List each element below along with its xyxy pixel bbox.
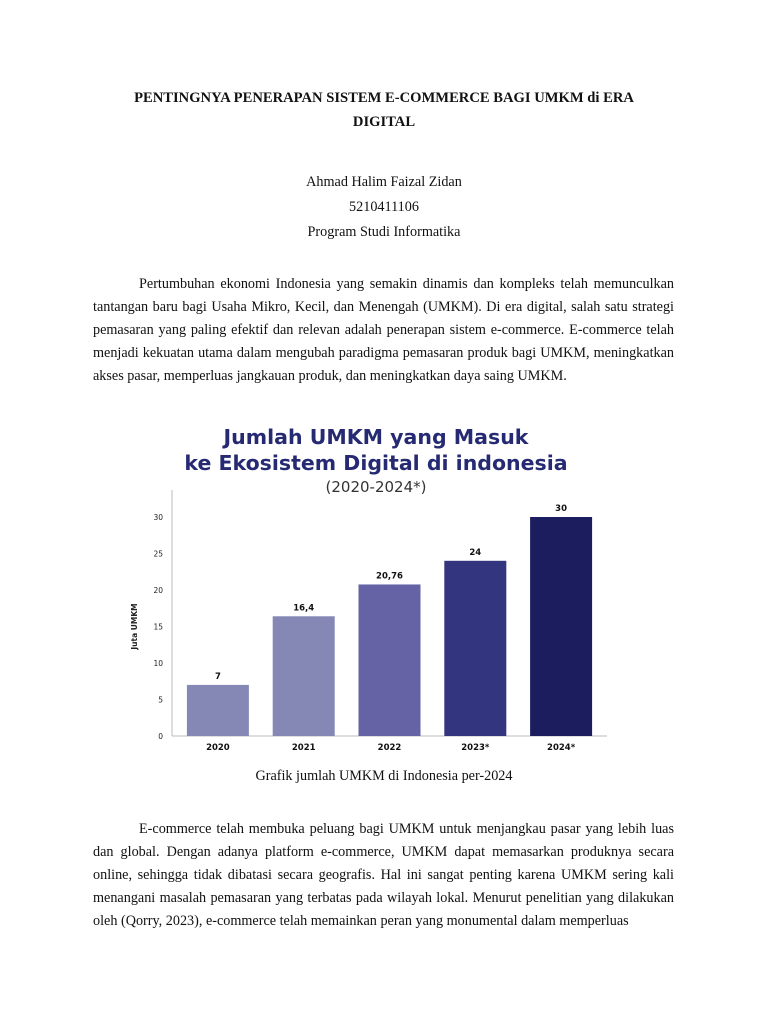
- bar-value-label: 30: [555, 504, 568, 514]
- bar-value-label: 7: [214, 671, 221, 682]
- study-program: Program Studi Informatika: [307, 224, 461, 240]
- y-tick-label: 10: [153, 659, 163, 668]
- y-tick-label: 15: [153, 622, 163, 632]
- y-axis-label: Juta UMKM: [130, 603, 139, 650]
- x-tick-label: 2024*: [547, 743, 576, 753]
- figure-chart: [120, 418, 610, 762]
- author-name: Ahmad Halim Faizal Zidan: [306, 174, 462, 190]
- document-title: [93, 86, 675, 134]
- bar-value-label: 16,4: [293, 603, 315, 614]
- y-tick-label: 20: [153, 586, 163, 595]
- bar-value-label: 24: [469, 547, 482, 558]
- bar-2021: [273, 616, 335, 736]
- title-line-2: DIGITAL: [352, 114, 416, 130]
- bar-2024: [530, 517, 592, 736]
- student-id: 5210411106: [349, 199, 419, 215]
- bar-2020: [187, 685, 249, 736]
- chart-title-line-1: Jumlah UMKM yang Masuk: [223, 425, 529, 449]
- title-line-1: PENTINGNYA PENERAPAN SISTEM E-COMMERCE BAGI UMKM di ERA: [134, 90, 634, 106]
- y-tick-label: 0: [158, 732, 163, 741]
- chart-subtitle: (2020-2024*): [325, 478, 427, 496]
- x-tick-label: 2023*: [461, 743, 490, 753]
- x-tick-label: 2021: [291, 743, 316, 753]
- y-tick-label: 30: [153, 513, 163, 522]
- x-tick-label: 2020: [206, 743, 230, 753]
- paragraph-ecommerce: E-commerce telah membuka peluang bagi UMKM untuk menjangkau pasar yang lebih luas dan global. Dengan adanya platform e-commerce, UMKM dapat memasarkan produknya secara online, sehingga tidak dibatasi secara geografis. Hal ini sangat penting karena UMKM sering kali menangani masalah pemasaran yang terbatas pada wilayah lokal. Menurut penelitian yang dilakukan oleh (Qorry, 2023), e-commerce telah memainkan peran yang monumental dalam memperluas: [93, 821, 674, 929]
- chart-title-line-2: ke Ekosistem Digital di indonesia: [184, 451, 568, 475]
- bar-chart-svg: [120, 418, 610, 762]
- paragraph-intro: Pertumbuhan ekonomi Indonesia yang semakin dinamis dan kompleks telah memunculkan tantangan baru bagi Usaha Mikro, Kecil, dan Menengah (UMKM). Di era digital, salah satu strategi pemasaran yang paling efektif dan relevan adalah penerapan sistem e-commerce. E-commerce telah menjadi kekuatan utama dalam mengubah paradigma pemasaran produk bagi UMKM, meningkatkan akses pasar, memperluas jangkauan produk, dan meningkatkan daya saing UMKM.: [93, 276, 674, 384]
- chart-bars: [187, 504, 592, 753]
- y-tick-label: 25: [153, 549, 163, 559]
- figure-caption: Grafik jumlah UMKM di Indonesia per-2024: [255, 768, 513, 784]
- x-tick-label: 2022: [377, 743, 402, 753]
- y-tick-label: 5: [158, 695, 163, 705]
- bar-2023: [444, 561, 506, 736]
- bar-2022: [359, 584, 421, 736]
- bar-value-label: 20,76: [376, 571, 403, 582]
